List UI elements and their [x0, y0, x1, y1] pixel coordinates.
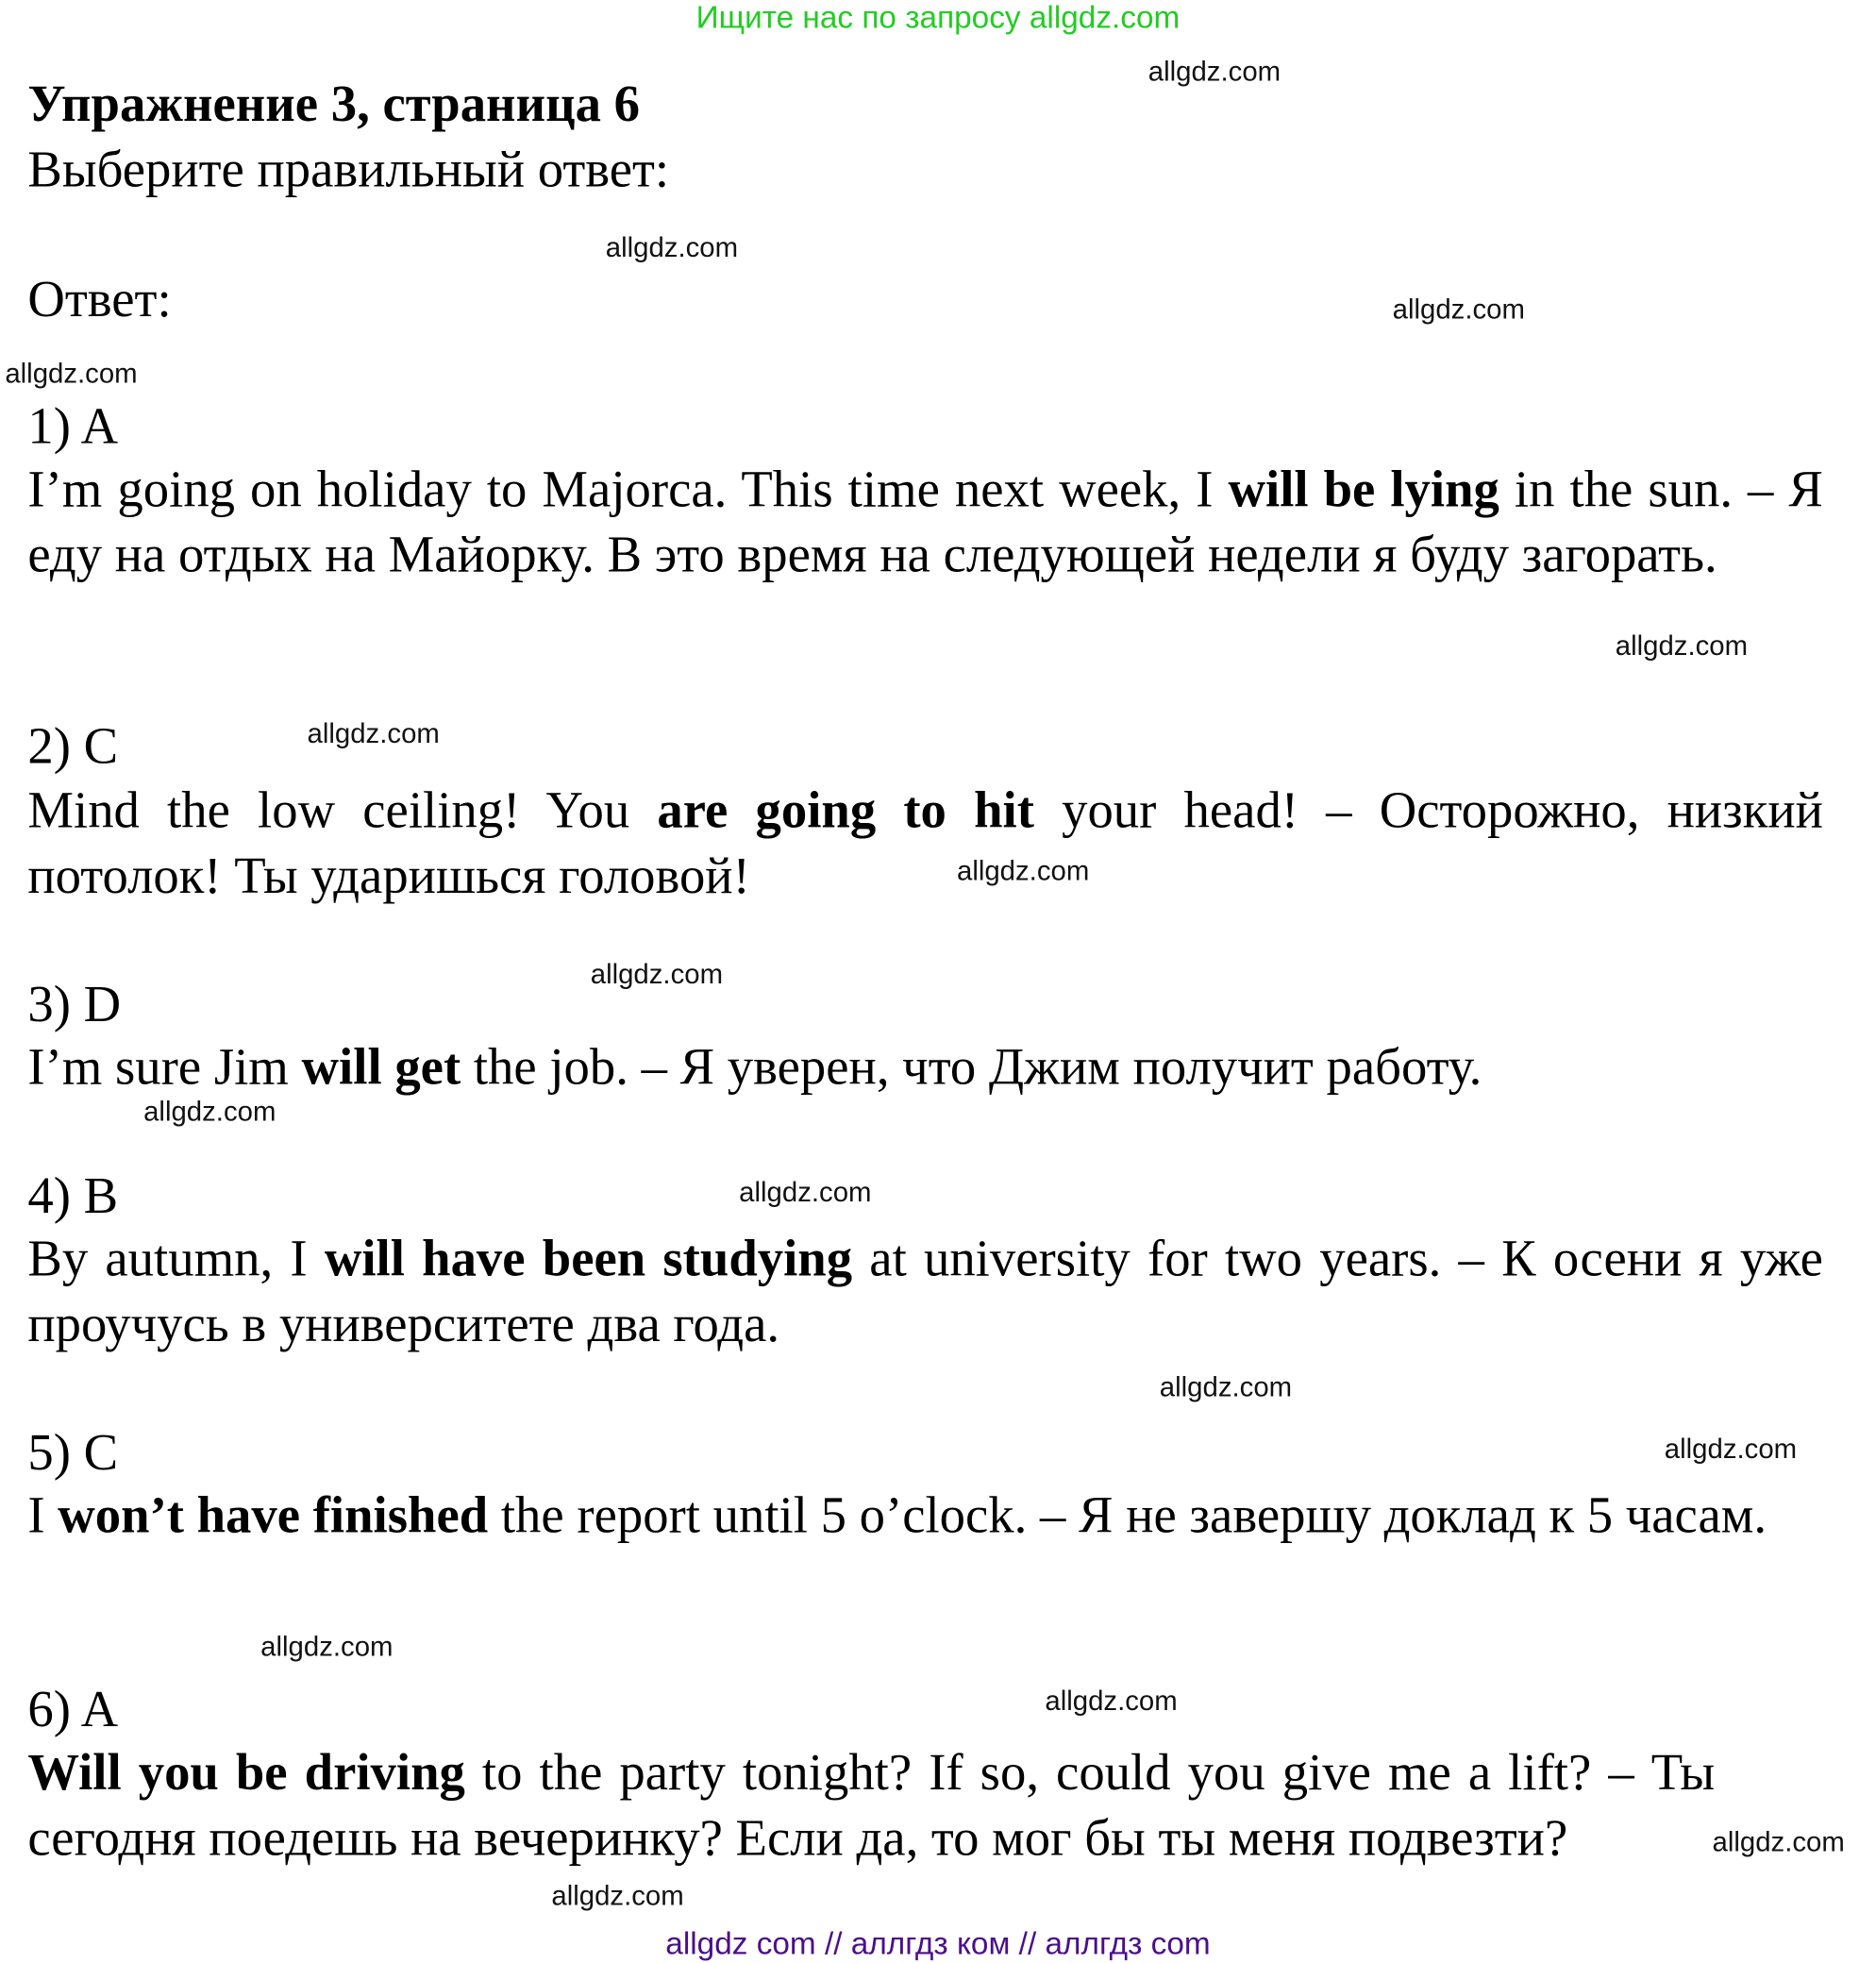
answer-text-before: By autumn, I [27, 1229, 325, 1287]
answer-number: 6) A [27, 1679, 119, 1738]
watermark: allgdz.com [260, 1630, 394, 1663]
watermark: allgdz.com [1147, 55, 1281, 88]
answer-text-before: I’m sure Jim [27, 1037, 302, 1096]
answer-text [27, 456, 1823, 587]
watermark: allgdz.com [956, 854, 1090, 887]
watermark: allgdz.com [5, 357, 138, 390]
watermark: allgdz.com [739, 1176, 872, 1208]
watermark: allgdz.com [1159, 1370, 1293, 1403]
top-banner: Ищите нас по запросу allgdz.com [695, 0, 1181, 36]
answer-text-after: at university for two years. – К осени я уже проучусь в университете два года. [27, 1229, 1823, 1352]
answer-number: 4) B [27, 1166, 119, 1224]
watermark: allgdz.com [1712, 1825, 1845, 1857]
answer-text-after: the job. – Я уверен, что Джим получит работу. [461, 1037, 1482, 1096]
answer-number: 2) C [27, 716, 119, 775]
answer-number: 3) D [27, 974, 122, 1033]
answer-highlight: are going to hit [657, 780, 1034, 839]
answer-text [27, 1033, 1823, 1099]
answer-text-after: to the party tonight? If so, could you give me a lift? – Ты сегодня поедешь на вечеринку? Если да, то мог бы ты меня подвезти? [27, 1742, 1716, 1867]
answer-number: 1) A [27, 396, 119, 455]
watermark: allgdz.com [143, 1095, 276, 1128]
answer-label: Ответ: [27, 269, 172, 327]
answer-text-before: I’m going on holiday to Majorca. This time next week, I [27, 459, 1229, 518]
answer-text-before: Mind the low ceiling! You [27, 780, 658, 839]
answer-text-after: the report until 5 o’clock. – Я не завершу доклад к 5 часам. [488, 1485, 1767, 1544]
answer-text [27, 777, 1823, 908]
watermark: allgdz.com [1664, 1433, 1798, 1465]
answer-highlight: will get [301, 1037, 461, 1096]
watermark: allgdz.com [605, 231, 739, 263]
watermark: allgdz.com [1615, 629, 1749, 662]
exercise-title: Упражнение 3, страница 6 [27, 74, 640, 133]
answer-highlight: will be lying [1228, 459, 1499, 518]
watermark: allgdz.com [1392, 293, 1525, 326]
answer-text-before: I [27, 1485, 59, 1544]
answer-text-after: your head! – Осторожно, низкий потолок! Ты ударишься головой! [27, 780, 1823, 904]
watermark: allgdz.com [307, 717, 440, 749]
exercise-instruction: Выберите правильный ответ: [27, 140, 670, 198]
watermark: allgdz.com [590, 958, 724, 990]
answer-text [27, 1482, 1823, 1547]
watermark: allgdz.com [1045, 1685, 1178, 1717]
answer-highlight: won’t have finished [58, 1485, 489, 1544]
answer-highlight: will have been studying [324, 1229, 853, 1287]
answer-highlight: Will you be driving [27, 1742, 465, 1801]
answer-text [27, 1225, 1823, 1356]
answer-number: 5) C [27, 1422, 119, 1482]
bottom-banner: allgdz com // аллгдз ком // аллгдз com [665, 1926, 1211, 1962]
answer-text-after: in the sun. – Я еду на отдых на Майорку. В это время на следующей недели я буду загорать. [27, 459, 1823, 583]
answer-text [27, 1739, 1715, 1871]
watermark: allgdz.com [551, 1879, 684, 1912]
